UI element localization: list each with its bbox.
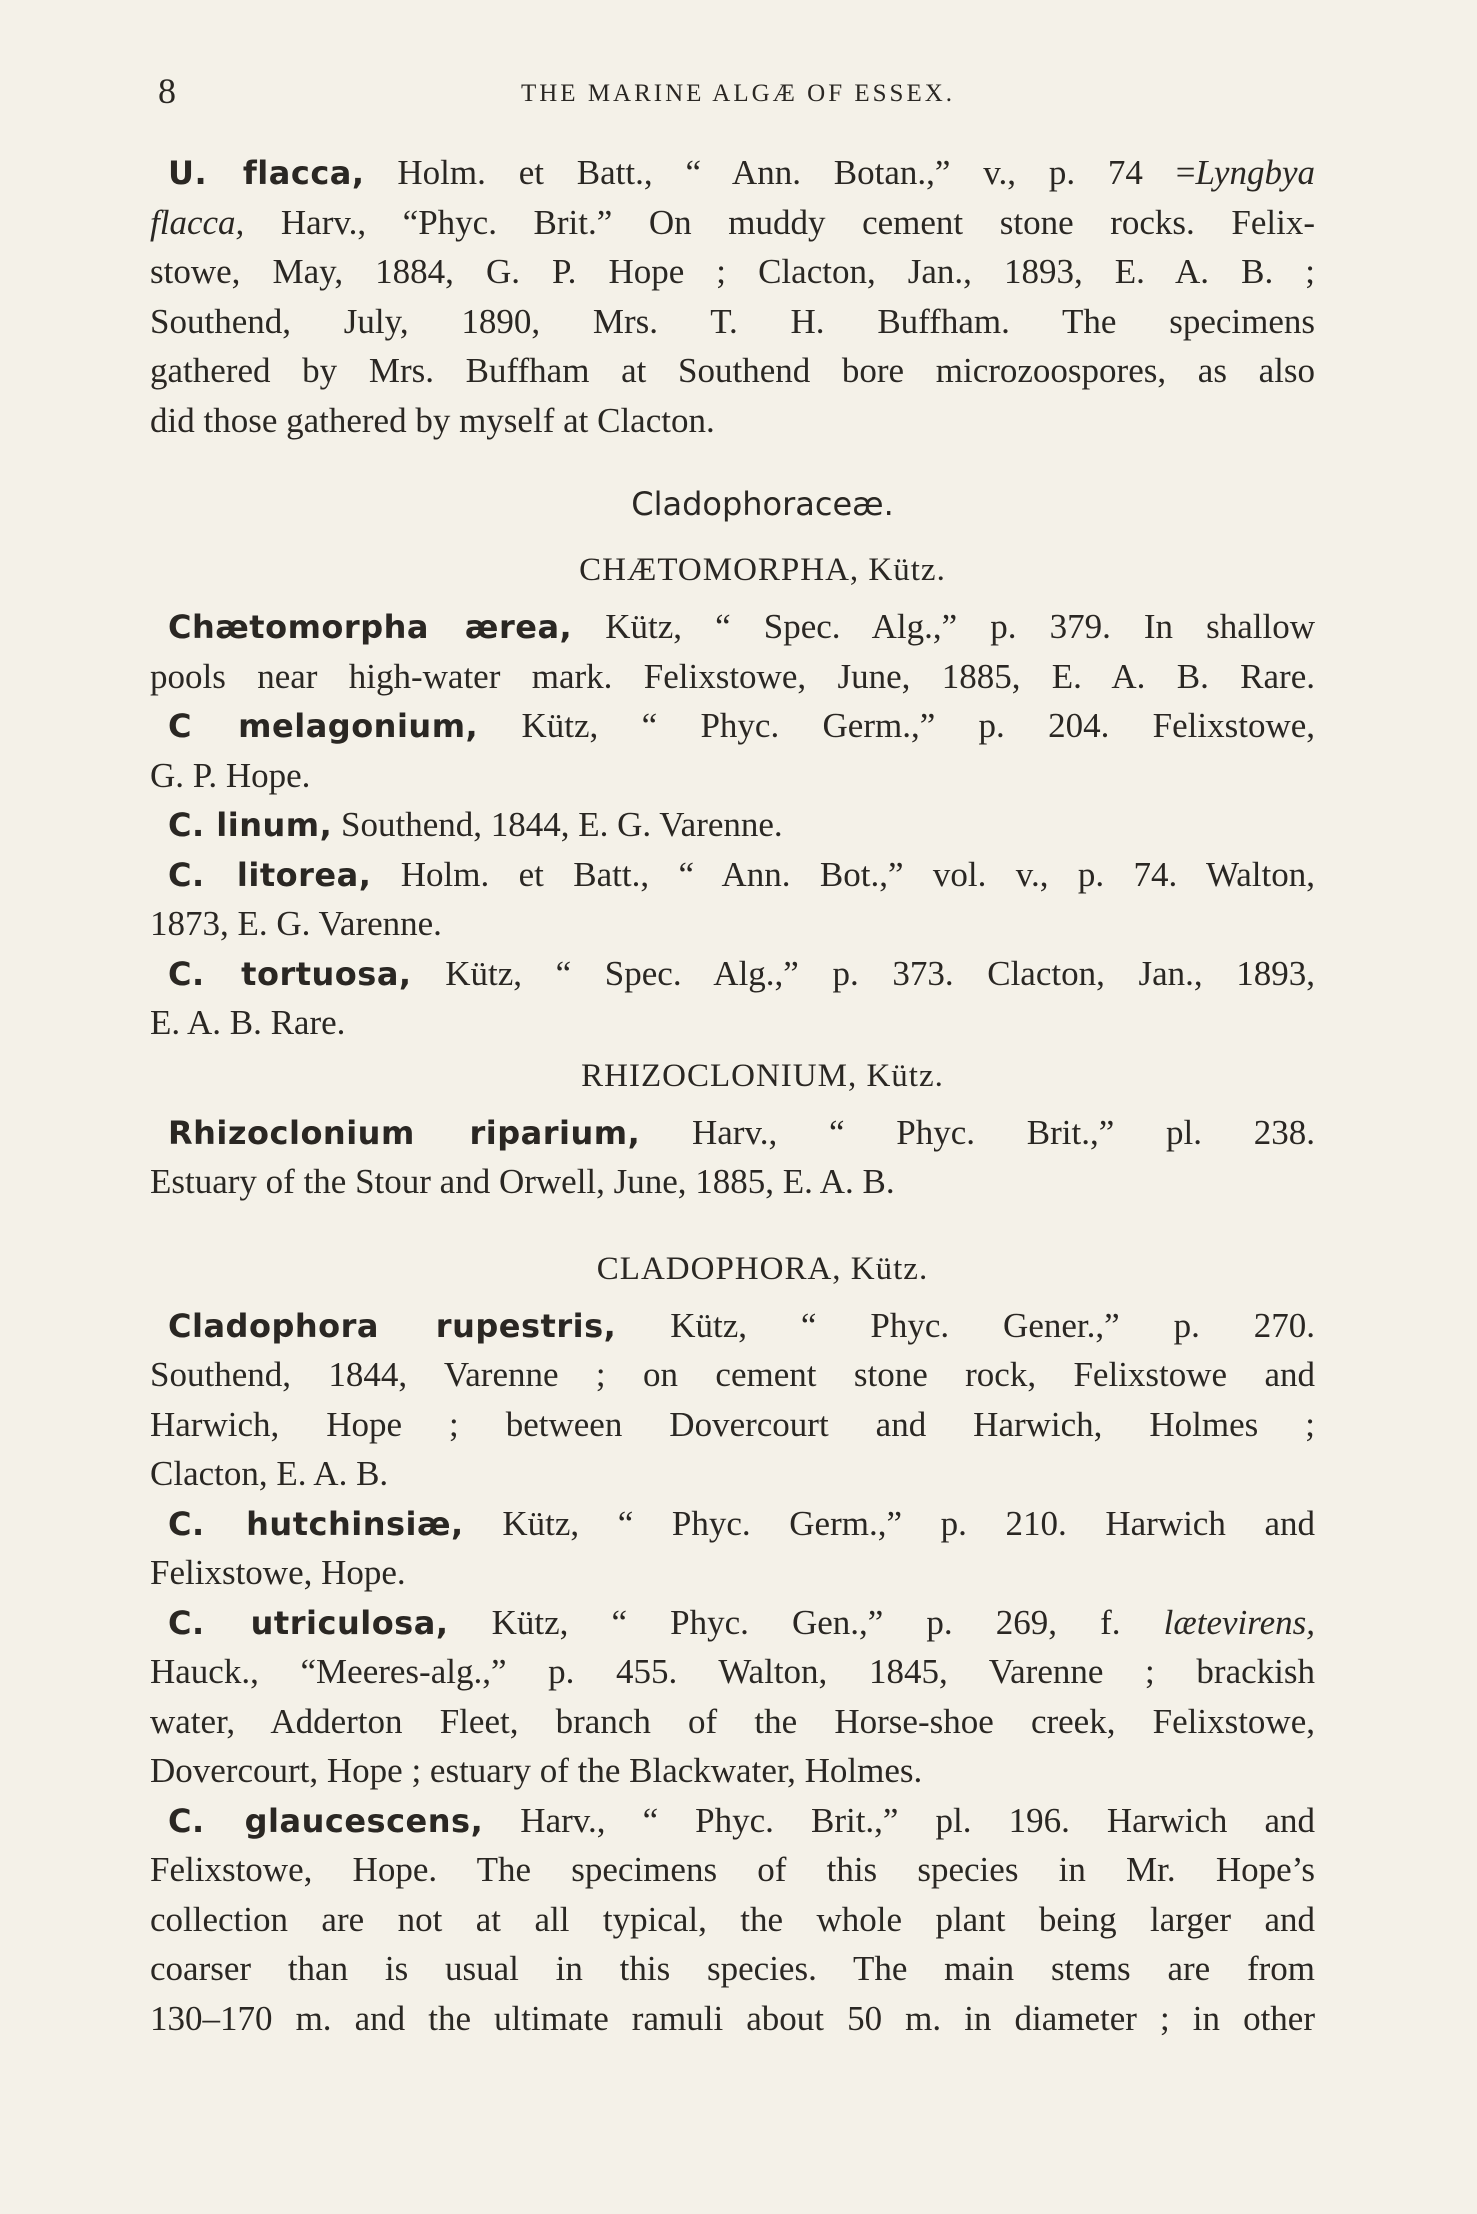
entry-line: flacca, Harv., “Phyc. Brit.” On muddy cement stone rocks. Felix- <box>150 202 1315 242</box>
entry-line: gathered by Mrs. Buffham at Southend bore microzoospores, as also <box>150 351 1315 390</box>
entry-line: Clacton, E. A. B. <box>150 1454 389 1493</box>
species-name: C melagonium, <box>168 707 479 745</box>
entry-line: Hauck., “Meeres-alg.,” p. 455. Walton, 1845, Varenne ; brackish <box>150 1652 1315 1691</box>
entry-line: water, Adderton Fleet, branch of the Horse-shoe creek, Felixstowe, <box>150 1701 1315 1741</box>
species-name: U. flacca, <box>168 154 365 192</box>
entry-line: Cladophora rupestris, Kütz, “ Phyc. Gener.,” p. 270. <box>168 1305 1315 1345</box>
entry-line: Felixstowe, Hope. <box>150 1553 406 1592</box>
entry-line: Felixstowe, Hope. The specimens of this species in Mr. Hope’s <box>150 1850 1315 1889</box>
page-number: 8 <box>158 71 176 111</box>
body-text <box>150 148 1315 2043</box>
species-name: C. utriculosa, <box>168 1603 449 1642</box>
species-name: C. litorea, <box>168 855 372 894</box>
entry-line: C. utriculosa, Kütz, “ Phyc. Gen.,” p. 269, f. lætevirens, <box>168 1602 1315 1642</box>
entry-line: Estuary of the Stour and Orwell, June, 1885, E. A. B. <box>150 1162 895 1201</box>
page-header <box>158 70 1318 120</box>
entry-line: C. tortuosa, Kütz, “ Spec. Alg.,” p. 373. Clacton, Jan., 1893, <box>168 953 1316 993</box>
entry-line: C. hutchinsiæ, Kütz, “ Phyc. Germ.,” p. 210. Harwich and <box>168 1503 1315 1543</box>
entry-line: pools near high-water mark. Felixstowe, June, 1885, E. A. B. Rare. <box>150 656 1315 696</box>
entry-line: did those gathered by myself at Clacton. <box>150 400 715 440</box>
entry-line: stowe, May, 1884, G. P. Hope ; Clacton, Jan., 1893, E. A. B. ; <box>150 252 1315 291</box>
entry-line: Harwich, Hope ; between Dovercourt and Harwich, Holmes ; <box>150 1404 1315 1444</box>
entry-line: Rhizoclonium riparium, Harv., “ Phyc. Brit.,” pl. 238. <box>168 1112 1315 1152</box>
species-name: C. hutchinsiæ, <box>168 1504 464 1543</box>
species-name: C. tortuosa, <box>168 954 412 993</box>
entry-line: Southend, July, 1890, Mrs. T. H. Buffham. The specimens <box>150 301 1315 341</box>
species-name: C. glaucescens, <box>168 1801 484 1840</box>
species-name: Rhizoclonium riparium, <box>168 1113 641 1152</box>
entry-line: 130–170 m. and the ultimate ramuli about 50 m. in diameter ; in other <box>150 1998 1315 2038</box>
genus-heading: CHÆTOMORPHA, Kütz. <box>579 552 946 588</box>
genus-heading: RHIZOCLONIUM, Kütz. <box>581 1057 944 1094</box>
running-head: THE MARINE ALGÆ OF ESSEX. <box>520 80 956 107</box>
entry-line: C melagonium, Kütz, “ Phyc. Germ.,” p. 204. Felixstowe, <box>168 706 1315 745</box>
entry-line: Southend, 1844, Varenne ; on cement stone rock, Felixstowe and <box>150 1355 1315 1394</box>
entry-line: C. litorea, Holm. et Batt., “ Ann. Bot.,” vol. v., p. 74. Walton, <box>168 854 1315 894</box>
species-name: Chætomorpha ærea, <box>168 608 573 646</box>
family-heading: Cladophoraceæ. <box>631 485 894 523</box>
entry-line: C. linum, Southend, 1844, E. G. Varenne. <box>168 805 783 844</box>
genus-heading: CLADOPHORA, Kütz. <box>596 1250 929 1287</box>
entry-line: collection are not at all typical, the whole plant being larger and <box>150 1899 1315 1939</box>
entry-line: U. flacca, Holm. et Batt., “ Ann. Botan.,” v., p. 74 =Lyngbya <box>168 153 1315 192</box>
entry-line: G. P. Hope. <box>150 755 311 795</box>
entry-line: E. A. B. Rare. <box>150 1003 346 1042</box>
species-name: Cladophora rupestris, <box>168 1306 617 1345</box>
species-name: C. linum, <box>168 806 333 844</box>
entry-line: C. glaucescens, Harv., “ Phyc. Brit.,” pl. 196. Harwich and <box>168 1800 1315 1840</box>
entry-line: Dovercourt, Hope ; estuary of the Blackwater, Holmes. <box>150 1751 923 1790</box>
entry-line: coarser than is usual in this species. The main stems are from <box>150 1949 1315 1988</box>
entry-line: 1873, E. G. Varenne. <box>150 904 442 943</box>
entry-line: Chætomorpha ærea, Kütz, “ Spec. Alg.,” p. 379. In shallow <box>168 607 1316 646</box>
